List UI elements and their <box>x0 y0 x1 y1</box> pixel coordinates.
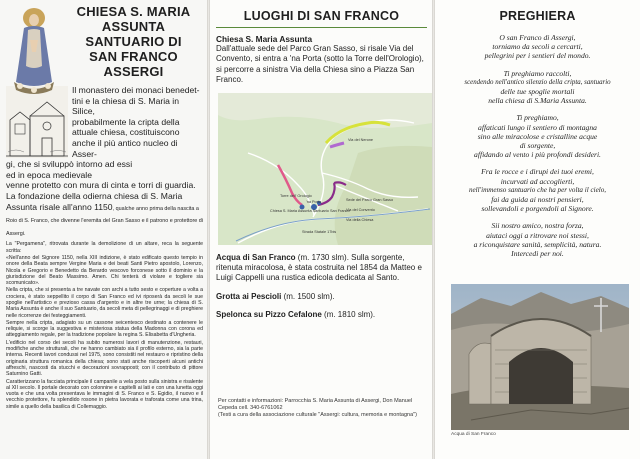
photo-caption: Acqua di San Franco <box>451 432 496 437</box>
madonna-statue-image <box>6 6 62 94</box>
prayer-header: PREGHIERA <box>499 9 576 23</box>
place-name: Grotta ai Pescioli <box>216 291 282 301</box>
header-divider <box>216 27 427 28</box>
footer-line: (Testi a cura della associazione culturale "Assergi: cultura, memoria e montagna") <box>218 412 417 418</box>
map-label: Sede del Parco Gran Sasso <box>346 197 394 202</box>
prayer-line: O san Franco di Assergi, <box>499 33 576 42</box>
history-small-text <box>6 241 203 410</box>
prayer-line: sollevandoli e porgendoli al Signore. <box>481 204 594 214</box>
acqua-san-franco-photo <box>451 284 629 430</box>
map-label: Torre dell' Orologio <box>280 193 312 198</box>
prayer-line: Ti preghiamo raccolti, <box>503 68 572 78</box>
place-grotta <box>216 292 427 302</box>
footer-line: Cepeda cell. 340-6761062 <box>218 405 283 411</box>
history-paragraph: La "Pergamena", ritrovata durante la demolizione di un altare, reca la seguente scritta: <box>6 241 203 254</box>
prayer-line: affaticati lungo il sentiero di montagna <box>478 122 597 132</box>
map-label: Via del Convento <box>346 207 375 212</box>
map-label: Chiesa S. Maria Assunta Santuario San Franco <box>270 208 350 213</box>
intro-tail: , qualche anno prima della nascita a Roio di S. Franco, che divenne l'eremita del Gran Sasso e il patrono e protettore di Assergi. <box>6 205 203 237</box>
intro-line: Assunta risale all'anno 1150 <box>6 201 113 212</box>
church-section-title: Chiesa S. Maria Assunta <box>216 34 313 44</box>
place-desc: (m. 1810 slm). <box>321 310 376 320</box>
title-line: ASSERGI <box>103 64 164 79</box>
prayer-line: Intercedi per noi. <box>511 249 564 259</box>
map-label: Via del Nerone <box>348 137 374 142</box>
map-label: 'na Porta <box>306 199 322 204</box>
intro-line: La fondazione della odierna chiesa di S. Maria <box>6 190 183 201</box>
prayer-line: nella chiesa di S.Maria Assunta. <box>488 96 587 106</box>
history-paragraph: L'edificio nel corso dei secoli ha subito numerosi lavori di manutenzione, restauri, modifiche anche strutturali, che ne hanno cambiato sia il profilo esterno, sia la parte interna. Recenti lavori condussi nel 1975, sono consistiti nel restauro e ripristino della originaria struttura romanica della chiesa; sono stati anche riscoperti alcuni antichi affreschi, nascosti da stucchi e decorazioni sovrapposti; con il contributo di pittore Saturnino Gatti. <box>6 339 203 378</box>
intro-line: probabilmente la cripta della <box>72 116 180 127</box>
prayer-text <box>441 33 634 258</box>
place-name: Acqua di San Franco <box>216 252 296 262</box>
prayer-line: nell'immenso santuario che ha per volta il cielo, <box>468 185 607 194</box>
history-paragraph: Nella cripta, che si presenta a tre navate con archi a tutto sesto e coperture a volta a crociera, è stato seppellito il corpo di San Franco ed ivi riposerà da secoli le sue spoglie nell'artistico e prezioso cassa d'argento e in altre tre urne; la chiesa di S. Maria Assunta è anche il suo Santuario, da secoli meta di pellegrinaggi e di preghiere nelle ricorrenze dei festeggiamenti. <box>6 287 203 319</box>
assergi-map <box>218 93 432 245</box>
title-line: SAN FRANCO <box>89 49 178 64</box>
prayer-line: di sorgente, <box>519 141 556 151</box>
intro-line: venne protetto con mura di cinta e torri di guardia. <box>6 180 196 191</box>
map-label: Strada Statale 17bis <box>302 229 337 234</box>
title-line: SANTUARIO DI <box>85 34 182 49</box>
prayer-stanza <box>441 69 634 106</box>
prayer-stanza <box>441 113 634 159</box>
panel-prayer <box>435 0 640 459</box>
prayer-line: affidando al vento i più profondi desideri. <box>474 150 601 160</box>
place-name: Spelonca su Pizzo Cefalone <box>216 310 322 320</box>
prayer-line: scendendo nell'antico silenzio della cripta, santuario <box>464 78 611 86</box>
intro-line: gi, che si sviluppò intorno ad essi <box>6 159 133 170</box>
place-spelonca <box>216 310 427 320</box>
place-desc: (m. 1730 slm). Sulla sorgente, ritenuta miracolosa, è stata costruita nel 1854 da Matteo e Luigi Cappelli una rustica edicola dedicata al Santo. <box>216 252 422 283</box>
history-paragraph: Sempre nella cripta, adagiato su un cassone seicentesco destinato a contenere le reliquie, si scorge la suggestiva e misteriosa statua della Madonna con corona ed atteggiamento regale, per la tradizione popolare la regina S. Elisabetta d'Ungheria. <box>6 319 203 339</box>
title-line: CHIESA S. MARIA <box>76 4 191 19</box>
prayer-line: a riconquistare sanità, semplicità, natura. <box>473 239 602 249</box>
prayer-stanza <box>441 221 634 258</box>
prayer-line: incurvati ad accoglierti, <box>500 176 575 186</box>
map-label: Via della Chiesa <box>346 217 374 222</box>
intro-line: anche il più antico nucleo di Asser- <box>72 137 178 159</box>
church-title <box>64 4 203 79</box>
prayer-stanza <box>441 33 634 61</box>
church-directions: Dall'attuale sede del Parco Gran Sasso, si risale Via del Convento, si entra a 'na Porta (sotto la Torre dell'Orologio), si percorre a sinistra Via della Chiesa sino a Piazza San Franco. <box>216 44 424 85</box>
prayer-line: pellegrini per i sentieri del mondo. <box>484 51 591 61</box>
prayer-line: delle tue spoglie mortali <box>500 87 575 97</box>
places-header: LUOGHI DI SAN FRANCO <box>243 9 400 23</box>
panel-church-history <box>0 0 208 459</box>
prayer-line: aiutaci oggi a ritrovare noi stessi, <box>486 230 589 240</box>
intro-line: tini e la chiesa di S. Maria in Silice, <box>72 95 179 117</box>
prayer-line: Fra le rocce e i dirupi dei tuoi eremi, <box>481 167 594 177</box>
place-desc: (m. 1500 slm). <box>281 291 335 301</box>
prayer-stanza <box>441 167 634 213</box>
footer-line: Per contatti e informazioni: Parrocchia S. Maria Assunta di Assergi, Don Manuel <box>218 398 413 404</box>
contacts-footer <box>218 398 425 419</box>
intro-text <box>6 85 203 239</box>
prayer-line: sino alle miracolose e cristalline acque <box>477 131 598 141</box>
history-paragraph: Caratterizzano la facciata principale il campanile a vela posto sulla sinistra e risalente al XII secolo. Il portale decorato con colonnine e capitelli ai lati e con una lunetta oggi vuota e che una volta presentava le immagini di S. Franco e S. Egidio, il nuovo e il vecchio protettore, fu splendido rosone in pietra lavorata e traforata come una trina, simile a quello della basilica di Collemaggio. <box>6 378 203 410</box>
prayer-line: Sii nostro amico, nostra forza, <box>491 221 584 231</box>
prayer-line: torniamo da secoli a cercarti, <box>492 42 583 52</box>
prayer-line: fai da guida ai nostri pensieri, <box>491 195 584 205</box>
history-paragraph: «Nell'anno del Signore 1150, nella XIII indizione, è stato edificato questo tempio in onore della Beata sempre Vergine Maria e dei beati Santi Pietro apostolo, Lorenzo, Nicola e Gregorio e Benedetto da Berardo vescovo forconese sotto il dominio e la giurisdizione del Beato Massimo. Amen. Chi tenterà di violare e togliere sia scomunicato». <box>6 254 203 287</box>
intro-line: Il monastero dei monaci benedet- <box>72 85 200 95</box>
panel-places <box>210 0 433 459</box>
intro-line: ed in epoca medievale <box>6 169 92 180</box>
place-acqua <box>216 253 427 284</box>
monastery-drawing <box>6 86 68 158</box>
title-line: ASSUNTA <box>101 19 166 34</box>
intro-line: attuale chiesa, costituiscono <box>72 127 180 138</box>
prayer-line: Ti preghiamo, <box>516 113 559 123</box>
